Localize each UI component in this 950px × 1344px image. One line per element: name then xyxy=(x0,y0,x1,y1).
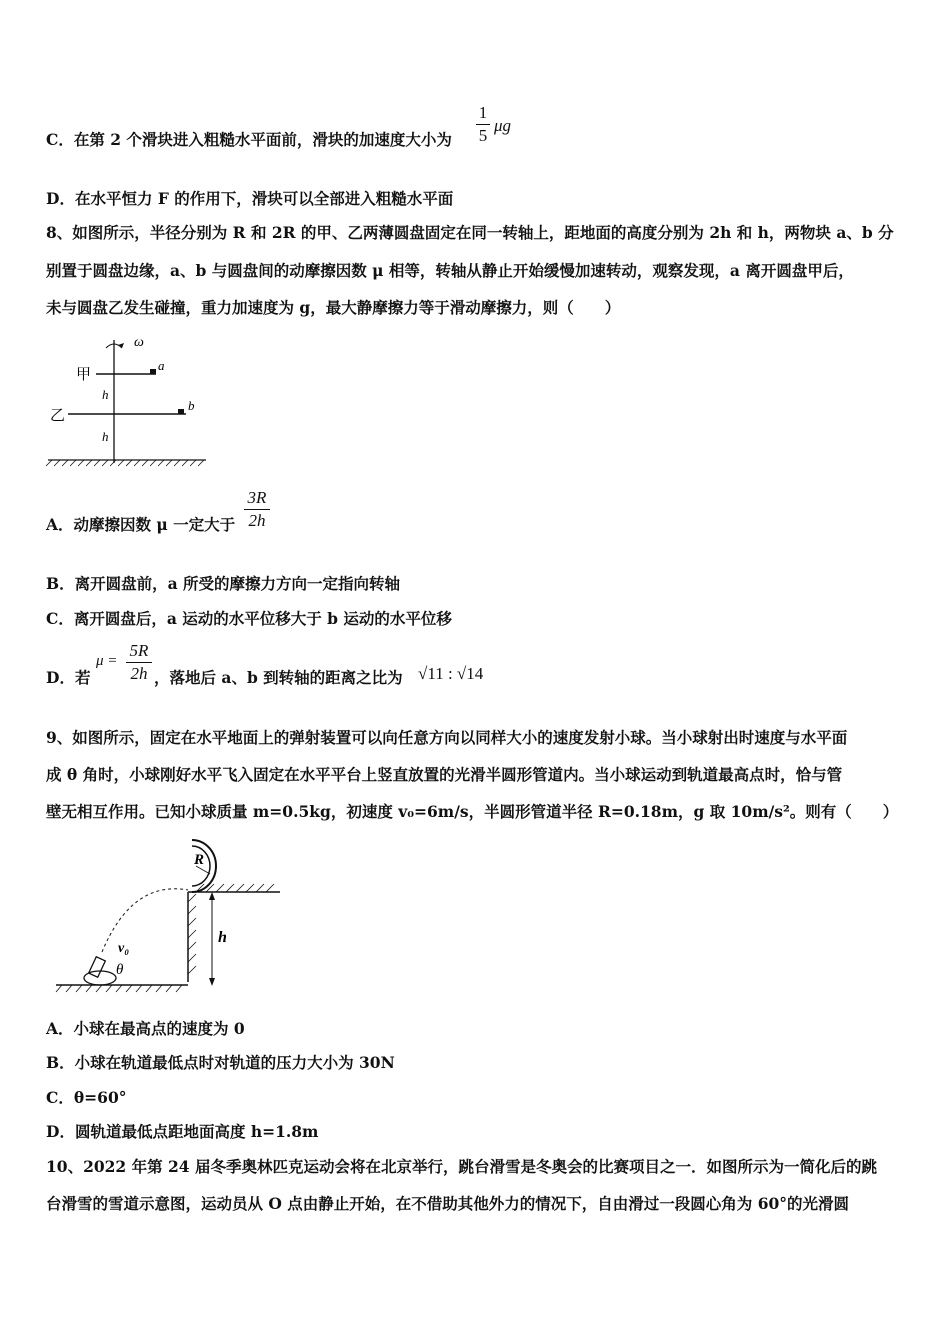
velocity-label: v₀ xyxy=(118,941,130,956)
q9-option-c: C．θ=60° xyxy=(46,1088,127,1107)
fraction-denominator: 2h xyxy=(130,664,148,683)
q7-option-c-text: C．在第 2 个滑块进入粗糙水平面前，滑块的加速度大小为 xyxy=(46,130,452,149)
q8-option-d-fraction xyxy=(126,641,152,684)
fraction-numerator: 5R xyxy=(129,641,149,660)
height-label-lower: h xyxy=(102,429,109,444)
q9-option-a: A．小球在最高点的速度为 0 xyxy=(46,1019,245,1038)
q8-option-d-mu-equals: μ = xyxy=(96,653,118,669)
q8-option-c: C．离开圆盘后，a 运动的水平位移大于 b 运动的水平位移 xyxy=(46,609,452,628)
q8-option-d-middle: ，落地后 a、b 到转轴的距离之比为 xyxy=(154,668,403,687)
height-label-upper: h xyxy=(102,387,109,402)
q8-option-a xyxy=(46,513,235,535)
q8-stem-line-3: 未与圆盘乙发生碰撞，重力加速度为 g，最大静摩擦力等于滑动摩擦力，则（ ） xyxy=(46,298,621,317)
block-a-label: a xyxy=(158,358,165,373)
q7-option-c-fraction xyxy=(476,103,490,146)
disk-yi-label: 乙 xyxy=(50,408,66,424)
omega-label: ω xyxy=(134,335,144,350)
q8-stem-line-1: 8、如图所示，半径分别为 R 和 2R 的甲、乙两薄圆盘固定在同一转轴上，距地面的高度分别为 2h 和 h，两物块 a、b 分 xyxy=(46,223,894,242)
q10-stem-line-2: 台滑雪的雪道示意图，运动员从 O 点由静止开始，在不借助其他外力的情况下，自由滑过一段圆心角为 60°的光滑圆 xyxy=(46,1194,850,1213)
angle-label: θ xyxy=(116,962,124,978)
q9-option-b: B．小球在轨道最低点时对轨道的压力大小为 30N xyxy=(46,1053,395,1072)
q8-option-d-ratio: √11 : √14 xyxy=(418,664,484,683)
block-a xyxy=(150,369,156,374)
fraction-numerator: 3R xyxy=(247,488,267,507)
q7-option-d: D．在水平恒力 F 的作用下，滑块可以全部进入粗糙水平面 xyxy=(46,189,454,208)
q8-option-d-prefix: D．若 xyxy=(46,668,91,687)
q8-option-a-fraction xyxy=(244,488,270,531)
q9-stem-line-2: 成 θ 角时，小球刚好水平飞入固定在水平平台上竖直放置的光滑半圆形管道内。当小球运动到轨道最高点时，恰与管 xyxy=(46,765,843,784)
fraction-denominator: 5 xyxy=(478,126,488,145)
q9-stem-line-3: 壁无相互作用。已知小球质量 m=0.5kg，初速度 v₀=6m/s，半圆形管道半径 R=0.18m，g 取 10m/s²。则有（ ） xyxy=(46,802,899,821)
q7-option-c-mu-g: μg xyxy=(494,116,512,135)
block-b-label: b xyxy=(188,398,195,413)
q8-option-b: B．离开圆盘前，a 所受的摩擦力方向一定指向转轴 xyxy=(46,574,401,593)
q9-stem-line-1: 9、如图所示，固定在水平地面上的弹射装置可以向任意方向以同样大小的速度发射小球。当小球射出时速度与水平面 xyxy=(46,728,848,747)
q7-option-c xyxy=(46,128,452,150)
disk-jia-label: 甲 xyxy=(76,367,92,383)
q8-figure-rotating-disks xyxy=(40,328,220,473)
block-b xyxy=(178,409,184,414)
height-label: h xyxy=(218,929,227,946)
launcher-barrel xyxy=(89,957,106,978)
q9-option-d: D．圆轨道最低点距地面高度 h=1.8m xyxy=(46,1122,319,1141)
q10-stem-line-1: 10、2022 年第 24 届冬季奥林匹克运动会将在北京举行，跳台滑雪是冬奥会的比赛项目之一．如图所示为一简化后的跳 xyxy=(46,1157,877,1176)
fraction-numerator: 1 xyxy=(478,103,488,122)
trajectory xyxy=(102,889,188,952)
q9-figure-projectile-tube xyxy=(52,830,292,1000)
q8-stem-line-2: 别置于圆盘边缘，a、b 与圆盘间的动摩擦因数 μ 相等，转轴从静止开始缓慢加速转动，观察发现，a 离开圆盘甲后， xyxy=(46,261,854,280)
radius-label: R xyxy=(194,852,205,868)
fraction-denominator: 2h xyxy=(248,511,266,530)
q8-option-a-text: A．动摩擦因数 μ 一定大于 xyxy=(46,515,236,534)
